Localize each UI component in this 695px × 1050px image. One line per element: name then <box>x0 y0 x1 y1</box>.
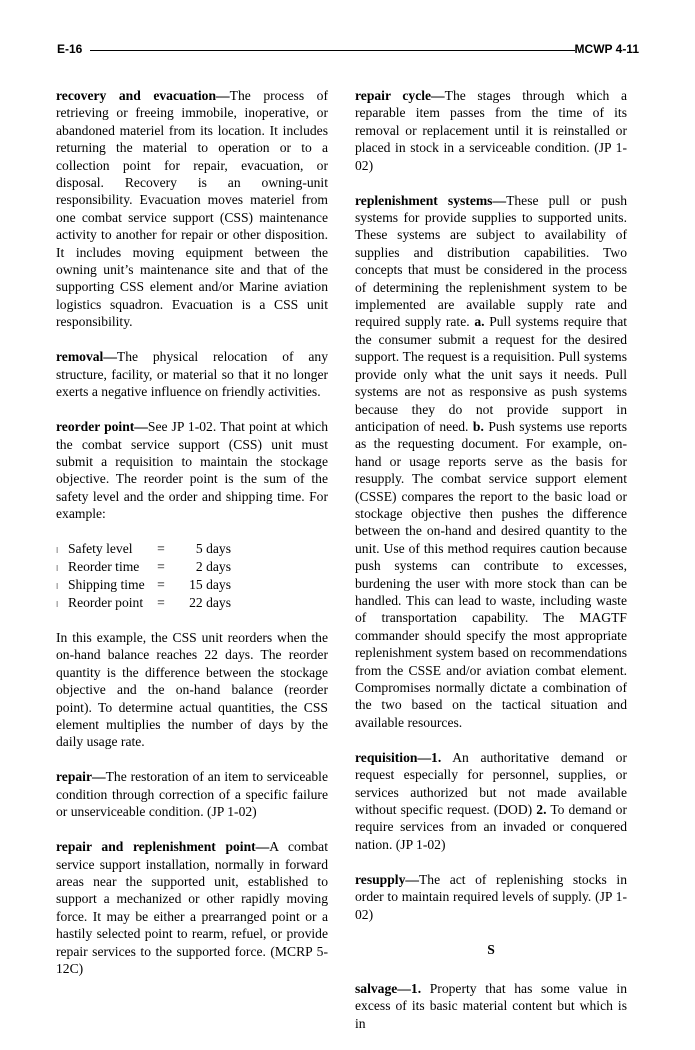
entry-definition: A combat service support installation, normally in forward areas near the supported unit, established to support a mechanized or other rapidly moving force. It may be either a prearranged point or a hastily selected point to rearm, refuel, or provide repair services to the supported force. (MCRP 5-12C) <box>56 839 328 976</box>
bullet-icon: l <box>56 563 59 573</box>
entry-definition: Pull systems require that the consumer submit a request for the desired support. The request is a requisition. Pull systems provide only what the unit says it needs. Pull systems are not as responsive as push systems because they do not provide support in anticipation of need. <box>355 314 628 434</box>
list-item <box>56 558 328 576</box>
entry-definition: The restoration of an item to serviceable condition through correction of a specific failure or unserviceable condition. (JP 1-02) <box>56 769 328 820</box>
bullet-icon: l <box>56 599 59 609</box>
right-column <box>355 87 627 1050</box>
reorder-example-explanation: In this example, the CSS unit reorders when the on-hand balance reaches 22 days. The reorder quantity is the difference between the stockage objective and the on-hand balance (reorder point). To determine actual quantities, the CSS element multiplies the number of days by the daily usage rate. <box>56 629 328 750</box>
equals-sign: = <box>157 541 165 557</box>
entry-definition: These pull or push systems for provide supplies to supported units. These systems are subject to availability of supplies and distribution capabilities. Two concepts that must be considered in the process of determining the replenishment system to be implemented are available supply rate and required supply rate. <box>355 192 627 330</box>
bullet-icon: l <box>56 546 59 556</box>
bullet-icon: l <box>56 581 59 591</box>
entry-definition: Push systems use reports as the requesting document. For example, on-hand or usage reports serve as the basis for resupply. The combat service support element (CSSE) compares the report to the basic load or stockage objective then pushes the difference between the on-hand and desired quantity to the unit. Use of this method requires caution because push systems can contribute to excesses, burdening the user with more stock than can be handled. This can lead to waste, including waste of transportation capability. The MAGTF commander should specify the most appropriate replenishment system based on recommendations from the CSSE and/or aviation combat element. Compromises normally dictate a combination of the two based on the tactical situation and available resources. <box>355 418 627 730</box>
entry-term: requisition— <box>355 749 432 765</box>
entry-definition: Property that has some value in excess of its basic material content but which is in <box>355 981 627 1031</box>
subpoint-marker: 2. <box>536 802 547 818</box>
entry-term: repair— <box>56 769 106 785</box>
level-label: Safety level <box>68 541 133 557</box>
level-label: Reorder point <box>68 594 144 610</box>
entry-recovery-and-evacuation <box>56 87 328 331</box>
equals-sign: = <box>157 558 165 574</box>
entry-requisition <box>355 749 627 853</box>
entry-definition: The stages through which a reparable item passes from the time of its removal or replacement until it is reinstalled or placed in stock in a serviceable condition. (JP 1-02) <box>355 88 627 173</box>
list-item <box>56 594 328 612</box>
level-value: 5 days <box>195 541 231 557</box>
entry-term: resupply— <box>355 871 419 887</box>
entry-definition: The process of retrieving or freeing immobile, inoperative, or abandoned materiel from its location. It includes returning the material to operation or to a collection point for repair, evacuation, or disposal. Recovery is an owning-unit responsibility. Evacuation moves materiel from one combat service support (CSS) maintenance activity to another for repair or other disposition. It includes moving equipment between the owning unit’s maintenance site and that of the supporting CSS element and/or Marine aviation logistics squadron. Evacuation is a CSS unit responsibility. <box>56 88 328 330</box>
entry-term: removal— <box>56 349 117 365</box>
entry-definition: See JP 1-02. That point at which the combat service support (CSS) unit must submit a requisition to maintain the stockage objective. The reorder point is the sum of the safety level and the order and shipping time. For example: <box>56 419 329 522</box>
left-column <box>56 87 328 995</box>
entry-definition: The physical relocation of any structure, facility, or material so that it no longer exerts a negative influence on friendly activities. <box>56 349 328 400</box>
entry-definition: The act of replenishing stocks in order to maintain required levels of supply. (JP 1-02) <box>355 871 627 922</box>
header-rule <box>90 50 575 51</box>
list-item <box>56 540 328 558</box>
subpoint-marker: 1. <box>431 749 442 765</box>
entry-term: salvage— <box>355 981 411 997</box>
section-letter-heading: S <box>487 941 495 957</box>
level-value: 2 days <box>195 558 231 574</box>
entry-definition: An authoritative demand or request especially for personnel, supplies, or services authorized but not made available without specific request. (DOD) <box>355 749 627 818</box>
entry-salvage <box>355 980 627 1032</box>
entry-term: recovery and evacuation— <box>56 88 230 103</box>
level-value: 15 days <box>189 576 231 592</box>
entry-term: repair cycle— <box>355 88 445 103</box>
entry-repair-and-replenishment-point <box>56 838 328 977</box>
subpoint-marker: 1. <box>410 981 422 997</box>
entry-repair-cycle <box>355 87 627 174</box>
equals-sign: = <box>157 576 165 592</box>
entry-resupply <box>355 871 627 923</box>
level-label: Reorder time <box>68 558 140 574</box>
subpoint-marker: a. <box>474 314 485 330</box>
page-number: E-16 <box>57 42 83 56</box>
publication-id: MCWP 4-11 <box>574 42 639 56</box>
subpoint-marker: b. <box>472 418 484 434</box>
entry-term: repair and replenishment point— <box>56 839 270 855</box>
reorder-example-list <box>56 540 328 611</box>
entry-reorder-point <box>56 418 328 522</box>
entry-definition: To demand or require services from an invaded or conquered nation. (JP 1-02) <box>355 802 627 852</box>
entry-repair <box>56 768 328 820</box>
entry-term: replenishment systems— <box>355 192 507 208</box>
level-label: Shipping time <box>68 576 145 592</box>
level-value: 22 days <box>189 594 231 610</box>
entry-replenishment-systems <box>355 192 627 732</box>
equals-sign: = <box>157 594 165 610</box>
entry-removal <box>56 348 328 400</box>
entry-term: reorder point— <box>56 419 148 435</box>
list-item <box>56 576 328 594</box>
